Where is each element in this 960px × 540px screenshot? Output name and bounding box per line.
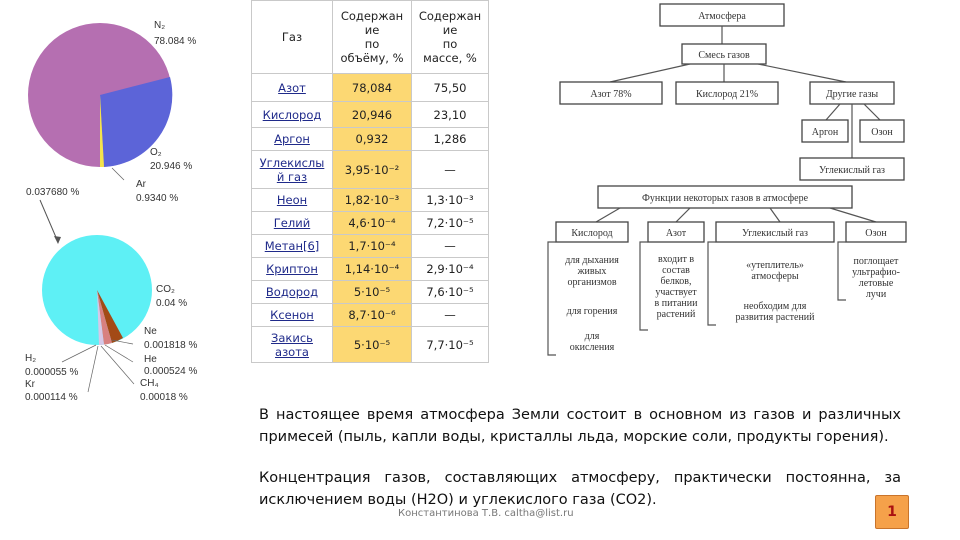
top-label-0-name: N₂ bbox=[154, 20, 166, 31]
gas-name-link[interactable] bbox=[252, 74, 333, 102]
ozone-bracket bbox=[838, 242, 846, 300]
gas-name-line: Неон bbox=[276, 193, 308, 207]
table-row bbox=[252, 258, 489, 281]
volume-value: 4,6·10⁻⁴ bbox=[333, 212, 412, 235]
volume-value: 5·10⁻⁵ bbox=[333, 281, 412, 304]
f-ozone-label: Озон bbox=[865, 228, 887, 239]
gas-name-link[interactable] bbox=[252, 189, 333, 212]
bottom-label-1-value: 0.001818 % bbox=[144, 340, 198, 351]
header-mass-line: массе, % bbox=[423, 51, 477, 65]
volume-value: 1,14·10⁻⁴ bbox=[333, 258, 412, 281]
oxygen-note-oxidation: окисления bbox=[569, 342, 615, 353]
bottom-label-2-value: 0.000524 % bbox=[144, 366, 198, 377]
gas-name-line: азота bbox=[275, 344, 309, 359]
gas-name-link[interactable] bbox=[252, 281, 333, 304]
nitrogen-note: участвует bbox=[655, 287, 697, 298]
bottom-leader-lines bbox=[62, 340, 134, 392]
oxygen-note-breathing: для дыхания bbox=[565, 255, 619, 266]
oxygen-bracket bbox=[548, 242, 556, 355]
mass-value: 7,7·10⁻⁵ bbox=[412, 327, 489, 363]
gas-name-line: Ксенон bbox=[270, 308, 314, 322]
ozone-note: летовые bbox=[858, 278, 894, 289]
nitrogen-note: входит в bbox=[657, 254, 695, 265]
bottom-label-0-name: CO₂ bbox=[156, 284, 175, 295]
diagram-notes bbox=[565, 254, 900, 353]
co2-note-plants: необходим для bbox=[743, 301, 807, 312]
bottom-label-3-value: 0.00018 % bbox=[140, 392, 188, 403]
header-volume-line: объёму, % bbox=[340, 51, 404, 65]
mass-value: 7,6·10⁻⁵ bbox=[412, 281, 489, 304]
table-row bbox=[252, 189, 489, 212]
oxygen-label: Кислород 21% bbox=[695, 89, 759, 100]
mass-value: 23,10 bbox=[412, 102, 489, 128]
mass-value: 7,2·10⁻⁵ bbox=[412, 212, 489, 235]
header-volume-line: ие bbox=[364, 23, 380, 37]
nitrogen-note: состав bbox=[662, 265, 690, 276]
ozone-note: поглощает bbox=[853, 256, 899, 267]
nitrogen-note: белков, bbox=[660, 276, 692, 287]
gas-name-link[interactable] bbox=[252, 128, 333, 151]
top-co2-value: 0.037680 % bbox=[26, 187, 80, 198]
gas-name-link[interactable] bbox=[252, 235, 333, 258]
gas-name-line: Закись bbox=[271, 330, 313, 345]
f-nitrogen-label: Азот bbox=[665, 228, 687, 239]
top-label-1-name: O₂ bbox=[150, 147, 162, 158]
header-mass-line: по bbox=[442, 37, 458, 51]
connector-line bbox=[40, 200, 58, 242]
gas-name-link[interactable] bbox=[252, 102, 333, 128]
table-row bbox=[252, 128, 489, 151]
oxygen-note-burning: для горения bbox=[566, 306, 618, 317]
volume-value: 3,95·10⁻² bbox=[333, 151, 412, 189]
paragraph-2-line-1: Концентрация газов, составляющих атмосферу, практически постоянна, за bbox=[259, 470, 901, 486]
bottom-label-2-name: He bbox=[144, 354, 157, 365]
gas-name-link[interactable] bbox=[252, 327, 333, 363]
mixture-label: Смесь газов bbox=[698, 50, 750, 61]
bottom-label-4-value: 0.000055 % bbox=[25, 367, 79, 378]
co2-bracket bbox=[708, 242, 716, 325]
nitrogen-bracket bbox=[640, 242, 648, 330]
table-row bbox=[252, 151, 489, 189]
top-label-0-value: 78.084 % bbox=[154, 36, 197, 47]
gas-name-line: Аргон bbox=[274, 132, 310, 146]
bottom-label-3-name: CH₄ bbox=[140, 378, 159, 389]
bottom-pie-chart bbox=[42, 235, 152, 345]
mass-value: — bbox=[412, 304, 489, 327]
mass-value: — bbox=[412, 151, 489, 189]
paragraph-2-line-2: исключением воды (H2O) и углекислого газа (CO2). bbox=[259, 492, 657, 508]
bottom-label-0-value: 0.04 % bbox=[156, 298, 188, 309]
volume-value: 78,084 bbox=[333, 74, 412, 102]
nitrogen-note: растений bbox=[656, 309, 696, 320]
gas-name-line: Углекислы bbox=[259, 155, 325, 170]
atmosphere-label: Атмосфера bbox=[698, 11, 746, 22]
gas-pie-charts bbox=[0, 0, 250, 410]
header-volume bbox=[333, 1, 412, 74]
gas-name-link[interactable] bbox=[252, 304, 333, 327]
header-mass-line: Содержан bbox=[418, 9, 482, 23]
oxygen-note-oxidation: для bbox=[584, 331, 600, 342]
table-row bbox=[252, 304, 489, 327]
top-label-2-value: 0.9340 % bbox=[136, 193, 179, 204]
header-gas-line: Газ bbox=[281, 30, 303, 44]
header-mass-line: ие bbox=[442, 23, 458, 37]
co2-note-insulator: «утеплитель» bbox=[746, 260, 804, 271]
gas-name-link[interactable] bbox=[252, 151, 333, 189]
oxygen-note-breathing: живых bbox=[577, 266, 607, 277]
ozone-note: лучи bbox=[865, 289, 887, 300]
volume-value: 8,7·10⁻⁶ bbox=[333, 304, 412, 327]
table-row bbox=[252, 235, 489, 258]
ozone-note: ультрафио- bbox=[852, 267, 900, 278]
co2-label: Углекислый газ bbox=[819, 165, 885, 176]
header-gas bbox=[252, 1, 333, 74]
bottom-label-5-value: 0.000114 % bbox=[25, 392, 78, 403]
bottom-label-1-name: Ne bbox=[144, 326, 157, 337]
gas-name-line: Гелий bbox=[273, 216, 311, 230]
gas-name-line: Криптон bbox=[266, 262, 318, 276]
mass-value: 1,3·10⁻³ bbox=[412, 189, 489, 212]
volume-value: 1,82·10⁻³ bbox=[333, 189, 412, 212]
mass-value: — bbox=[412, 235, 489, 258]
table-row bbox=[252, 102, 489, 128]
other-gases-label: Другие газы bbox=[825, 89, 879, 100]
oxygen-note-breathing: организмов bbox=[567, 277, 617, 288]
co2-note-insulator: атмосферы bbox=[751, 271, 799, 282]
table-row bbox=[252, 327, 489, 363]
header-volume-line: по bbox=[364, 37, 380, 51]
gas-name-line: Метан[6] bbox=[264, 239, 320, 253]
paragraph-1-line-2: примесей (пыль, капли воды, кристаллы льда, морские соли, продукты горения). bbox=[259, 429, 889, 445]
table-body bbox=[252, 74, 489, 363]
gas-name-link[interactable] bbox=[252, 212, 333, 235]
gas-composition-table bbox=[251, 0, 489, 363]
paragraph-concentration bbox=[259, 467, 901, 511]
table-row bbox=[252, 281, 489, 304]
volume-value: 20,946 bbox=[333, 102, 412, 128]
co2-note-plants: развития растений bbox=[735, 312, 815, 323]
paragraph-1-line-1: В настоящее время атмосфера Земли состоит в основном из газов и различных bbox=[259, 407, 901, 423]
top-label-2-name: Ar bbox=[136, 179, 146, 190]
top-pie-chart bbox=[28, 23, 172, 167]
paragraph-composition bbox=[259, 404, 901, 448]
volume-value: 5·10⁻⁵ bbox=[333, 327, 412, 363]
mass-value: 75,50 bbox=[412, 74, 489, 102]
f-oxygen-label: Кислород bbox=[571, 228, 613, 239]
argon-label: Аргон bbox=[811, 127, 839, 138]
top-label-1-value: 20.946 % bbox=[150, 161, 193, 172]
gas-name-line: Кислород bbox=[262, 107, 322, 122]
mass-value: 1,286 bbox=[412, 128, 489, 151]
gas-name-link[interactable] bbox=[252, 258, 333, 281]
gas-name-line: й газ bbox=[276, 169, 308, 184]
volume-value: 0,932 bbox=[333, 128, 412, 151]
bottom-label-5-name: Kr bbox=[25, 379, 35, 390]
gas-name-line: Водород bbox=[265, 285, 319, 299]
table-row bbox=[252, 212, 489, 235]
volume-value: 1,7·10⁻⁴ bbox=[333, 235, 412, 258]
functions-label: Функции некоторых газов в атмосфере bbox=[641, 193, 809, 204]
nitrogen-label: Азот 78% bbox=[590, 89, 632, 100]
gas-name-line: Азот bbox=[278, 80, 306, 95]
ozone-label: Озон bbox=[871, 127, 893, 138]
table-header-row bbox=[252, 1, 489, 74]
nitrogen-note: в питании bbox=[654, 298, 698, 309]
mass-value: 2,9·10⁻⁴ bbox=[412, 258, 489, 281]
bottom-label-4-name: H₂ bbox=[25, 353, 37, 364]
atmosphere-diagram bbox=[540, 0, 960, 365]
page-number: 1 bbox=[875, 495, 909, 529]
footer-author: Константинова Т.В. caltha@list.ru bbox=[398, 508, 574, 519]
f-co2-label: Углекислый газ bbox=[742, 228, 808, 239]
connector-arrow bbox=[54, 236, 61, 244]
table-row bbox=[252, 74, 489, 102]
header-mass bbox=[412, 1, 489, 74]
header-volume-line: Содержан bbox=[340, 9, 404, 23]
